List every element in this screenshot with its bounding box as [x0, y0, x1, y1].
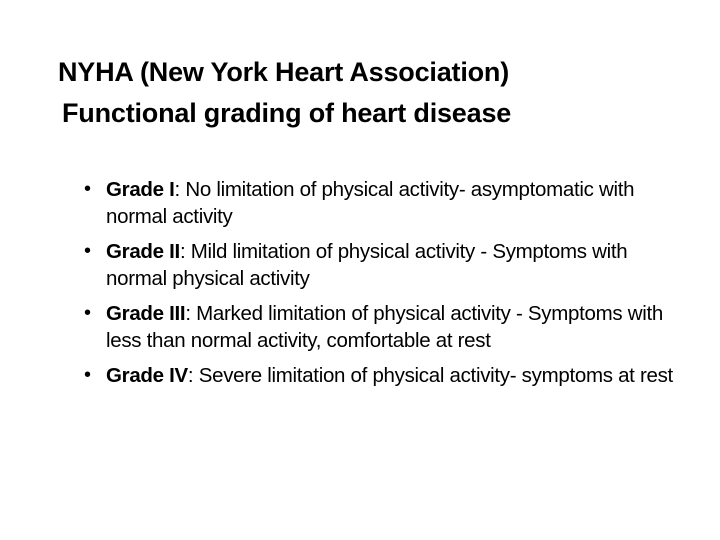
list-item-grade-3 — [84, 300, 684, 354]
grade-label: Grade II — [106, 240, 180, 263]
grade-description: : No limitation of physical activity- asymptomatic with normal activity — [106, 178, 635, 228]
bullet-icon: • — [84, 302, 91, 324]
bullet-icon: • — [84, 364, 91, 386]
grade-label: Grade III — [106, 302, 186, 325]
slide-title — [48, 52, 688, 134]
list-item-grade-4 — [84, 362, 684, 389]
grade-list — [84, 176, 684, 397]
grade-description: : Marked limitation of physical activity - Symptoms with less than normal activity, comfortable at rest — [106, 302, 663, 352]
grade-label: Grade I — [106, 178, 175, 201]
list-item-grade-1 — [84, 176, 684, 230]
bullet-icon: • — [84, 178, 91, 200]
grade-description: : Severe limitation of physical activity- symptoms at rest — [187, 364, 673, 387]
list-item-grade-2 — [84, 238, 684, 292]
bullet-icon: • — [84, 240, 91, 262]
title-line-2: Functional grading of heart disease — [62, 98, 512, 128]
grade-label: Grade IV — [106, 364, 188, 387]
grade-description: : Mild limitation of physical activity - Symptoms with normal physical activity — [106, 240, 628, 290]
title-line-1: NYHA (New York Heart Association) — [58, 57, 510, 87]
